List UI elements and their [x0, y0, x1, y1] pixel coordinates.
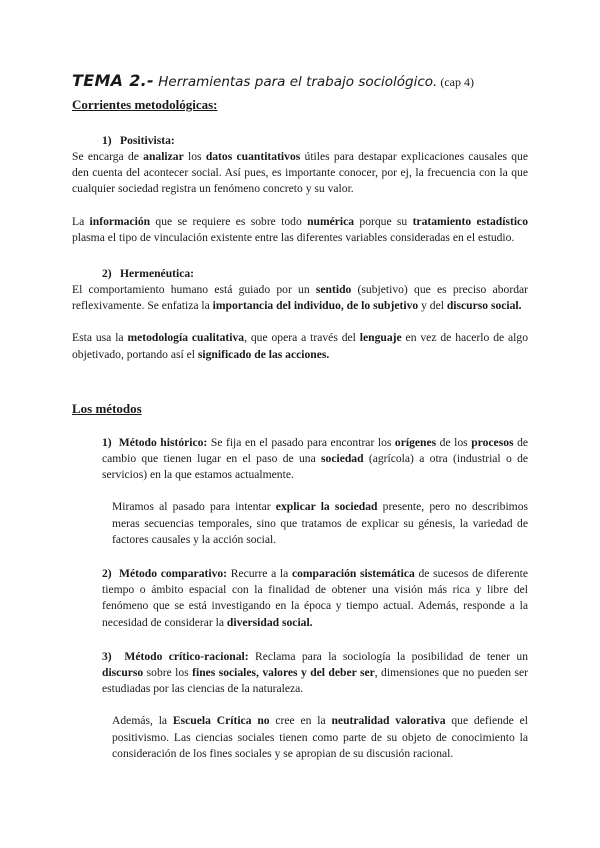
paragraph-historico-2: [112, 499, 528, 548]
text-run: , que opera a través del: [244, 331, 360, 345]
text-run: Miramos al pasado para intentar: [112, 500, 276, 514]
text-run: Se encarga de: [72, 150, 144, 163]
text-run: , dimensiones que no pueden ser estudiadas por las ciencias de la naturaleza.: [102, 666, 528, 696]
title-main: Herramientas para el trabajo sociológico.: [153, 74, 438, 90]
subheading-hermeneutica: 2) Hermenéutica:: [102, 267, 195, 281]
paragraph-hermeneutica-1: [72, 282, 528, 314]
text-run: cree en la: [269, 714, 332, 728]
bold-text-run: numérica: [307, 214, 355, 228]
bold-text-run: significado de las acciones.: [197, 347, 330, 361]
bold-text-run: información: [89, 214, 151, 228]
text-run: en vez de hacerlo de algo objetivado, portando así el: [72, 331, 528, 361]
paragraph-historico-1: 1) Método histórico: Se fija en el pasado para encontrar los orígenes de los procesos de cambio que tienen lugar en el paso de una sociedad (agrícola) a otra (industrial o de servicios) en la que estamos actualmente.: [102, 435, 529, 482]
bold-text-run: procesos: [471, 435, 514, 449]
section-heading-metodos: Los métodos: [72, 400, 142, 416]
bold-text-run: tratamiento estadístico: [412, 214, 528, 228]
paragraph-positivista-2: [72, 214, 528, 246]
paragraph-positivista-1: [72, 149, 528, 198]
bold-text-run: neutralidad valorativa: [331, 714, 446, 728]
bold-text-run: metodología cualitativa: [127, 331, 245, 345]
text-run: y del: [418, 299, 447, 313]
document-title: [72, 72, 528, 91]
bold-text-run: datos cuantitativos: [205, 150, 301, 163]
text-run: La: [72, 214, 90, 228]
bold-text-run: Escuela Crítica no: [172, 714, 270, 728]
bold-text-run: fines sociales, valores y del deber ser: [192, 666, 375, 680]
bold-text-run: explicar la sociedad: [275, 500, 378, 514]
text-run: útiles para destapar explicaciones causales que den cuenta del acontecer social. Así pues, es importante conocer, por ej, la frecuencia con la que cualquier sociedad registra un fenómeno concreto y su valor.: [72, 150, 529, 196]
text-run: Además, la: [112, 714, 173, 728]
bold-text-run: comparación sistemática: [291, 567, 415, 581]
bold-text-run: sociedad: [321, 452, 364, 466]
bold-text-run: discurso: [102, 666, 144, 680]
title-chapter: (cap 4): [437, 75, 475, 89]
text-run: de cambio que tienen lugar en el paso de una: [102, 435, 529, 466]
document-page: [72, 72, 528, 762]
text-run: Esta usa la: [72, 331, 128, 345]
title-tema: TEMA 2.-: [72, 71, 154, 90]
text-run: de los: [436, 435, 472, 449]
paragraph-critico-1: 3) Método crítico-racional: Reclama para la sociología la posibilidad de tener un discurso sobre los fines sociales, valores y del deber ser, dimensiones que no pueden ser estudiadas por las ciencias de la naturaleza.: [102, 649, 528, 696]
bold-text-run: discurso social.: [446, 299, 522, 313]
bold-text-run: lenguaje: [359, 331, 402, 345]
paragraph-critico-2: [112, 713, 528, 762]
text-run: Recurre a la: [227, 567, 292, 581]
text-run: que defiende el positivismo. Las ciencias sociales tienen como parte de su objeto de conocimiento la consideración de los fines sociales y se apropian de su discusión racional.: [112, 714, 529, 760]
text-run: presente, pero no describimos meras secuencias temporales, sino que tratamos de explicar su génesis, la variedad de factores causales y la acción social.: [112, 500, 529, 546]
text-run: Se fija en el pasado para encontrar los: [207, 435, 395, 449]
subheading-positivista: 1) Positivista:: [102, 134, 175, 147]
text-run: que se requiere es sobre todo: [150, 214, 308, 228]
paragraph-comparativo: 2) Método comparativo: Recurre a la comparación sistemática de sucesos de diferente tiempo o ámbito espacial con la finalidad de obtener una visión más rica y libre del fenómeno que se está investigando en la época y tiempo actual. Además, responde a la necesidad de considerar la diversidad social.: [102, 567, 528, 629]
paragraph-hermeneutica-2: [72, 330, 528, 362]
text-run: El comportamiento humano está guiado por un: [72, 283, 316, 297]
text-run: plasma el tipo de vinculación existente entre las diferentes variables consideradas en el estudio.: [72, 230, 515, 244]
bold-text-run: sentido: [315, 283, 352, 297]
text-run: porque su: [354, 214, 413, 228]
bold-text-run: orígenes: [394, 435, 437, 449]
text-run: (agrícola) a otra (industrial o de servicios) en la que estamos actualmente.: [102, 452, 529, 482]
section-heading-corrientes: Corrientes metodológicas:: [72, 97, 218, 112]
text-run: de sucesos de diferente tiempo o ámbito espacial con la finalidad de obtener una visión más rica y libre del fenómeno que se está investigando en la época y tiempo actual. Además, responde a la necesidad de considerar la: [102, 567, 528, 629]
bold-text-run: analizar: [143, 150, 184, 163]
text-run: sobre los: [143, 666, 193, 680]
bold-text-run: diversidad social.: [226, 615, 313, 629]
text-run: los: [183, 150, 206, 163]
text-run: Reclama para la sociología la posibilidad de tener un: [248, 649, 528, 663]
text-run: (subjetivo) que es preciso abordar reflexivamente. Se enfatiza la: [72, 283, 528, 313]
bold-text-run: importancia del individuo, de lo subjetivo: [212, 299, 419, 313]
